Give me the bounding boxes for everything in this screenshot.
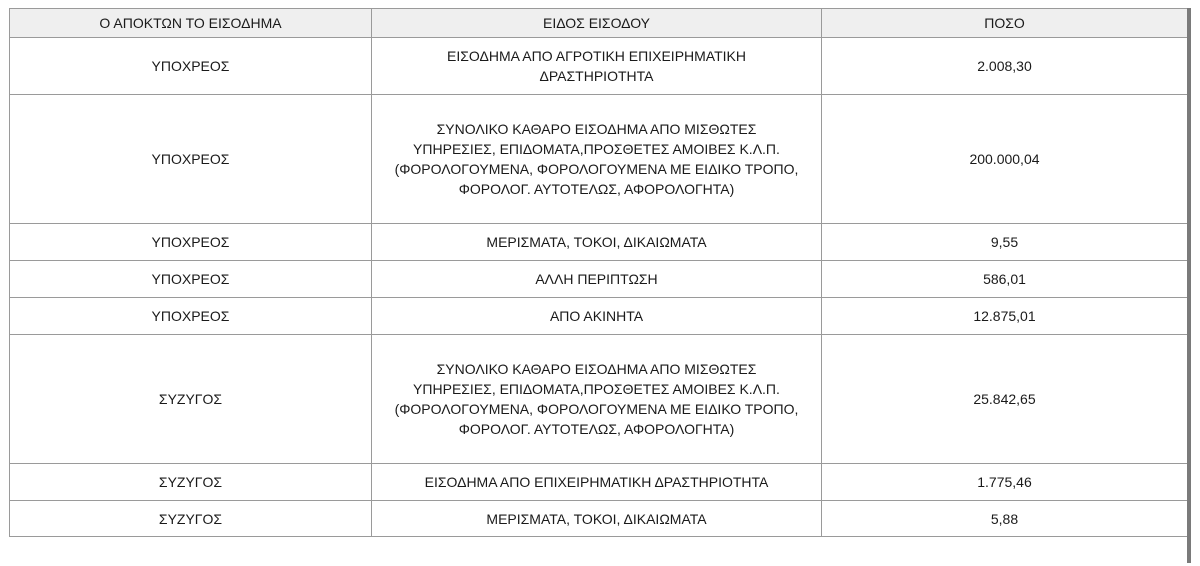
income-type-cell: ΜΕΡΙΣΜΑΤΑ, ΤΟΚΟΙ, ΔΙΚΑΙΩΜΑΤΑ bbox=[372, 224, 822, 261]
amount-cell: 200.000,04 bbox=[822, 95, 1188, 224]
earner-cell: ΥΠΟΧΡΕΟΣ bbox=[10, 224, 372, 261]
table-row bbox=[10, 95, 1188, 224]
header-earner: Ο ΑΠΟΚΤΩΝ ΤΟ ΕΙΣΟΔΗΜΑ bbox=[10, 9, 372, 38]
header-amount: ΠΟΣΟ bbox=[822, 9, 1188, 38]
earner-cell: ΥΠΟΧΡΕΟΣ bbox=[10, 95, 372, 224]
income-table bbox=[9, 8, 1188, 537]
header-income-type: ΕΙΔΟΣ ΕΙΣΟΔΟΥ bbox=[372, 9, 822, 38]
income-type-cell: ΑΛΛΗ ΠΕΡΙΠΤΩΣΗ bbox=[372, 261, 822, 298]
earner-cell: ΥΠΟΧΡΕΟΣ bbox=[10, 298, 372, 335]
amount-cell: 9,55 bbox=[822, 224, 1188, 261]
table-row bbox=[10, 335, 1188, 464]
table-header-row bbox=[10, 9, 1188, 38]
amount-cell: 5,88 bbox=[822, 501, 1188, 537]
table-row bbox=[10, 298, 1188, 335]
amount-cell: 25.842,65 bbox=[822, 335, 1188, 464]
table-row bbox=[10, 464, 1188, 501]
earner-cell: ΣΥΖΥΓΟΣ bbox=[10, 335, 372, 464]
income-type-cell: ΣΥΝΟΛΙΚΟ ΚΑΘΑΡΟ ΕΙΣΟΔΗΜΑ ΑΠΟ ΜΙΣΘΩΤΕΣ ΥΠΗΡΕΣΙΕΣ, ΕΠΙΔΟΜΑΤΑ,ΠΡΟΣΘΕΤΕΣ ΑΜΟΙΒΕΣ Κ.Λ.Π.(ΦΟΡΟΛΟΓΟΥΜΕΝΑ, ΦΟΡΟΛΟΓΟΥΜΕΝΑ ΜΕ ΕΙΔΙΚΟ ΤΡΟΠΟ, ΦΟΡΟΛΟΓ. ΑΥΤΟΤΕΛΩΣ, ΑΦΟΡΟΛΟΓΗΤΑ) bbox=[372, 335, 822, 464]
earner-cell: ΣΥΖΥΓΟΣ bbox=[10, 464, 372, 501]
income-table-container bbox=[9, 8, 1187, 537]
earner-cell: ΥΠΟΧΡΕΟΣ bbox=[10, 261, 372, 298]
table-row bbox=[10, 224, 1188, 261]
income-type-cell: ΕΙΣΟΔΗΜΑ ΑΠΟ ΕΠΙΧΕΙΡΗΜΑΤΙΚΗ ΔΡΑΣΤΗΡΙΟΤΗΤΑ bbox=[372, 464, 822, 501]
income-type-cell: ΕΙΣΟΔΗΜΑ ΑΠΟ ΑΓΡΟΤΙΚΗ ΕΠΙΧΕΙΡΗΜΑΤΙΚΗ ΔΡΑΣΤΗΡΙΟΤΗΤΑ bbox=[372, 38, 822, 95]
earner-cell: ΣΥΖΥΓΟΣ bbox=[10, 501, 372, 537]
earner-cell: ΥΠΟΧΡΕΟΣ bbox=[10, 38, 372, 95]
income-type-cell: ΜΕΡΙΣΜΑΤΑ, ΤΟΚΟΙ, ΔΙΚΑΙΩΜΑΤΑ bbox=[372, 501, 822, 537]
table-row bbox=[10, 38, 1188, 95]
table-row bbox=[10, 261, 1188, 298]
table-row bbox=[10, 501, 1188, 537]
amount-cell: 2.008,30 bbox=[822, 38, 1188, 95]
income-type-cell: ΑΠΟ ΑΚΙΝΗΤΑ bbox=[372, 298, 822, 335]
right-margin-strip bbox=[1191, 8, 1200, 563]
amount-cell: 12.875,01 bbox=[822, 298, 1188, 335]
income-type-cell: ΣΥΝΟΛΙΚΟ ΚΑΘΑΡΟ ΕΙΣΟΔΗΜΑ ΑΠΟ ΜΙΣΘΩΤΕΣ ΥΠΗΡΕΣΙΕΣ, ΕΠΙΔΟΜΑΤΑ,ΠΡΟΣΘΕΤΕΣ ΑΜΟΙΒΕΣ Κ.Λ.Π.(ΦΟΡΟΛΟΓΟΥΜΕΝΑ, ΦΟΡΟΛΟΓΟΥΜΕΝΑ ΜΕ ΕΙΔΙΚΟ ΤΡΟΠΟ, ΦΟΡΟΛΟΓ. ΑΥΤΟΤΕΛΩΣ, ΑΦΟΡΟΛΟΓΗΤΑ) bbox=[372, 95, 822, 224]
amount-cell: 1.775,46 bbox=[822, 464, 1188, 501]
amount-cell: 586,01 bbox=[822, 261, 1188, 298]
